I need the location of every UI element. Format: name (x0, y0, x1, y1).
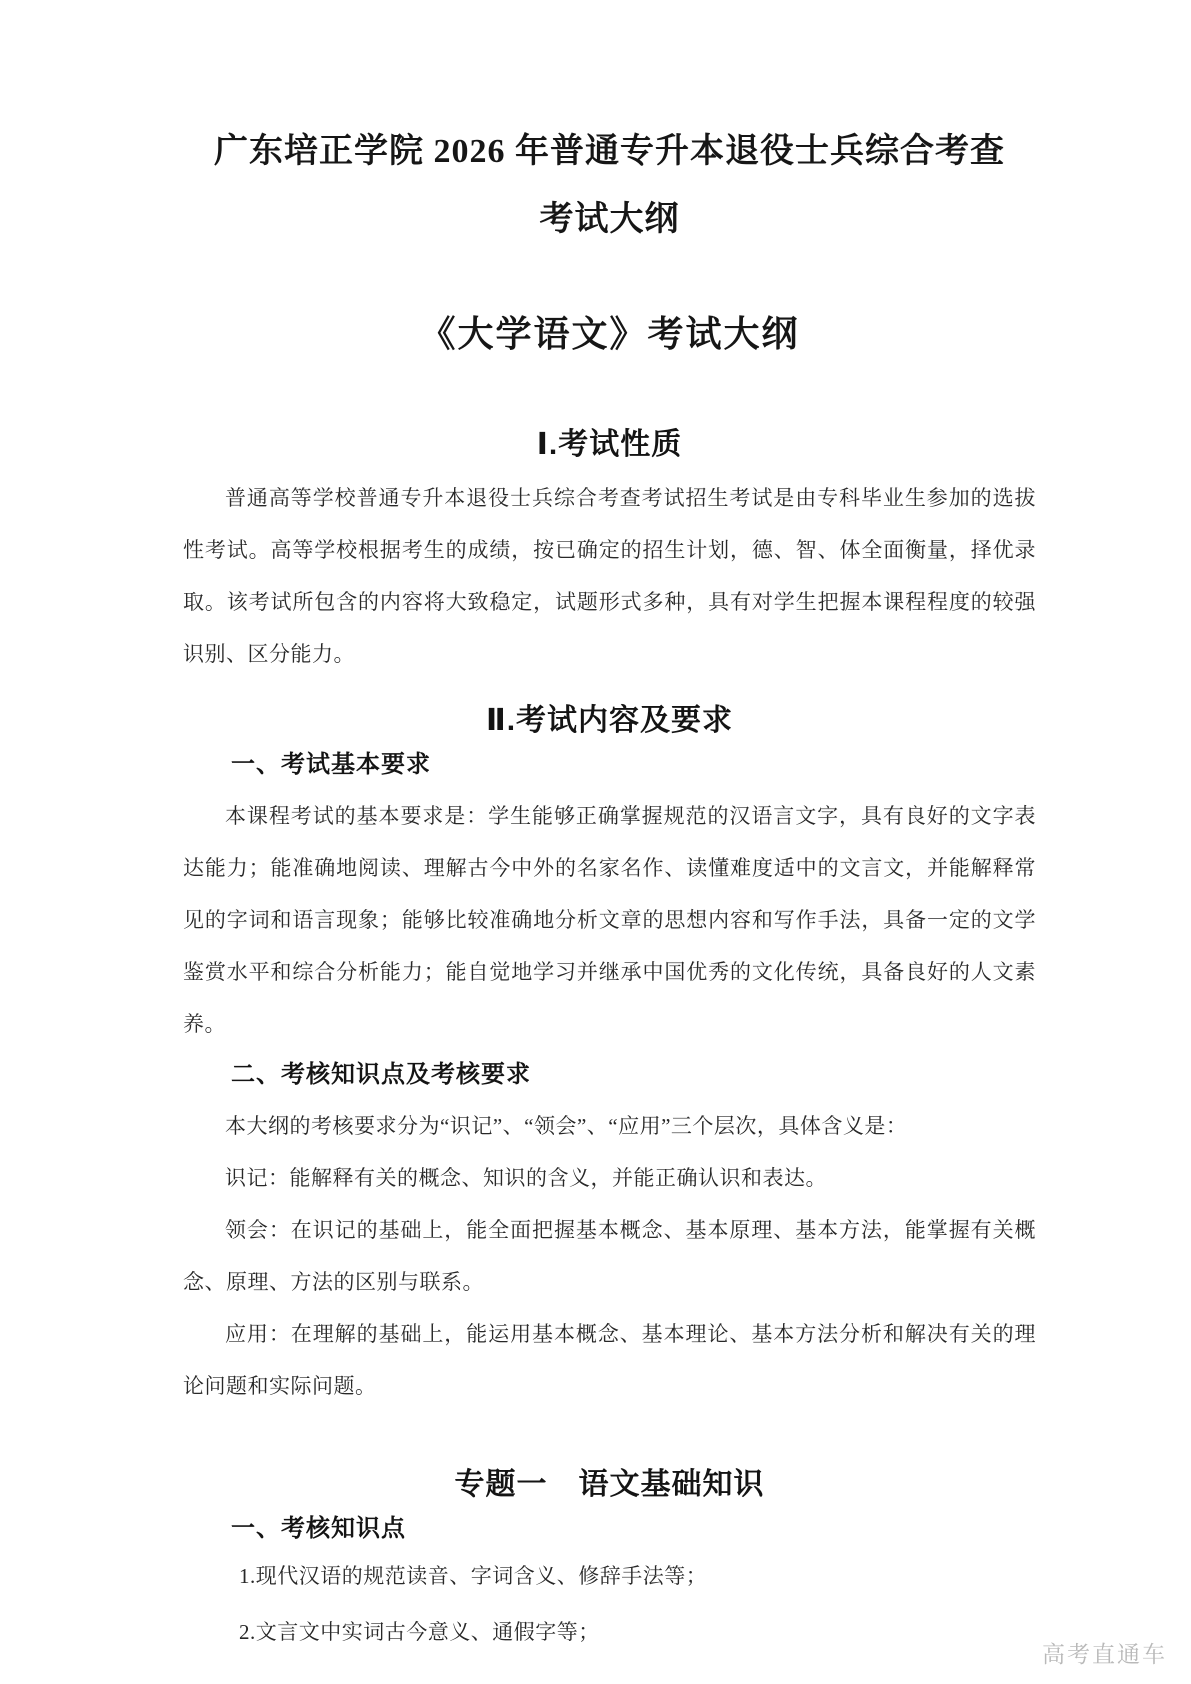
level-linghui-paragraph: 领会：在识记的基础上，能全面把握基本概念、基本原理、基本方法，能掌握有关概念、原理、方法的区别与联系。 (183, 1218, 1036, 1294)
watermark-text: 高考直通车 (1042, 1641, 1167, 1667)
topic1-heading: 专题一 语文基础知识 (454, 1468, 765, 1501)
section2-intro-paragraph: 本大纲的考核要求分为“识记”、“领会”、“应用”三个层次，具体含义是： (225, 1114, 908, 1138)
document-title (183, 118, 1036, 254)
section2-sub1-heading: 一、考试基本要求 (231, 751, 431, 778)
knowledge-point-item-2: 2.文言文中实词古今意义、通假字等； (239, 1620, 600, 1644)
section1-heading: Ⅰ.考试性质 (536, 428, 683, 461)
document-title-line2: 考试大纲 (539, 201, 680, 238)
section2-heading: Ⅱ.考试内容及要求 (485, 704, 734, 737)
section2-sub1-paragraph: 本课程考试的基本要求是：学生能够正确掌握规范的汉语言文字，具有良好的文字表达能力；能准确地阅读、理解古今中外的名家名作、读懂难度适中的文言文，并能解释常见的字词和语言现象；能够比较准确地分析文章的思想内容和写作手法，具备一定的文学鉴赏水平和综合分析能力；能自觉地学习并继承中国优秀的文化传统，具备良好的人文素养。 (183, 804, 1036, 1036)
level-yingyong-paragraph: 应用：在理解的基础上，能运用基本概念、基本理论、基本方法分析和解决有关的理论问题和实际问题。 (183, 1322, 1036, 1398)
section2-sub2-heading: 二、考核知识点及考核要求 (231, 1061, 531, 1088)
document-title-line1: 广东培正学院 2026 年普通专升本退役士兵综合考查 (214, 133, 1005, 170)
topic1-sub-heading: 一、考核知识点 (231, 1515, 406, 1542)
course-subtitle: 《大学语文》考试大纲 (419, 314, 800, 354)
level-shiji-paragraph: 识记：能解释有关的概念、知识的含义，并能正确认识和表达。 (225, 1166, 827, 1190)
section1-paragraph: 普通高等学校普通专升本退役士兵综合考查考试招生考试是由专科毕业生参加的选拔性考试。高等学校根据考生的成绩，按已确定的招生计划，德、智、体全面衡量，择优录取。该考试所包含的内容将大致稳定，试题形式多种，具有对学生把握本课程程度的较强识别、区分能力。 (183, 486, 1036, 666)
knowledge-point-item-1: 1.现代汉语的规范读音、字词含义、修辞手法等； (239, 1564, 708, 1588)
